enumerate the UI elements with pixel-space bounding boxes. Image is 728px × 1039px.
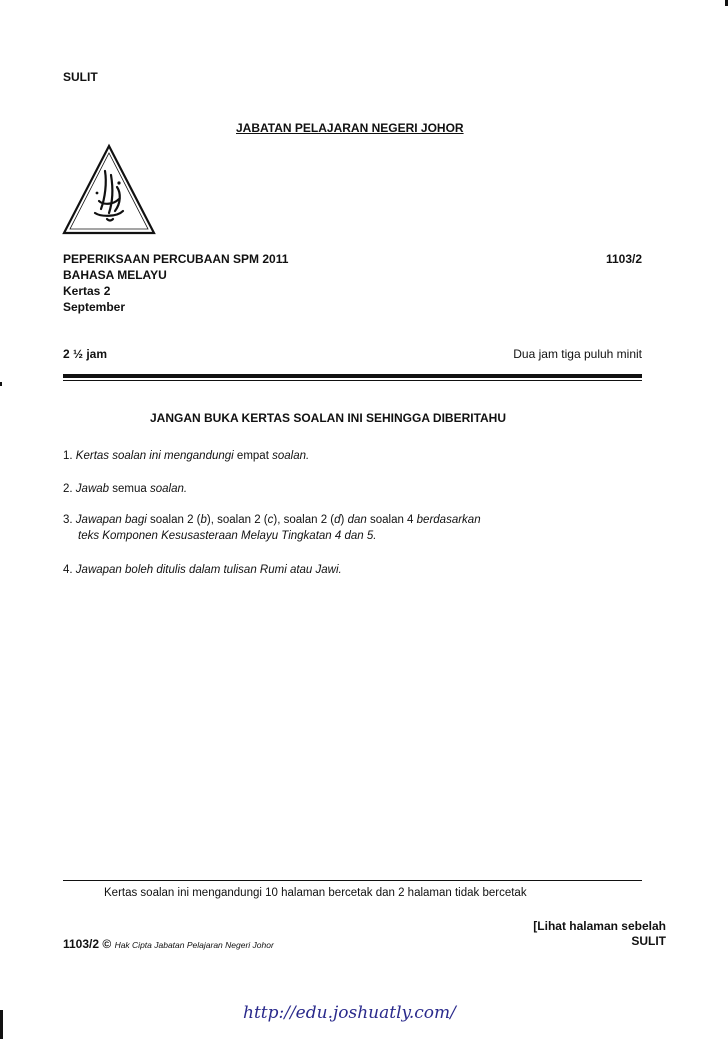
exam-subject: BAHASA MELAYU — [63, 268, 167, 282]
instruction-text: Jawapan boleh ditulis dalam tulisan Rumi atau Jawi. — [75, 564, 342, 576]
instruction-text: empat — [236, 450, 269, 462]
warning-notice: JANGAN BUKA KERTAS SOALAN INI SEHINGGA DIBERITAHU — [150, 411, 507, 425]
copyright-text: Hak Cipta Jabatan Pelajaran Negeri Johor — [114, 940, 274, 950]
instruction-text: Jawapan bagi — [75, 514, 147, 526]
instruction-text: ), soalan 2 ( — [273, 514, 335, 526]
scan-edge-mark — [0, 1010, 3, 1039]
scan-speck — [0, 382, 2, 386]
exam-title: PEPERIKSAAN PERCUBAAN SPM 2011 — [63, 252, 289, 266]
instruction-text: soalan 4 — [369, 514, 414, 526]
paper-code: 1103/2 — [605, 252, 642, 266]
duration-short: 2 ½ jam — [63, 347, 108, 361]
see-next-page: [Lihat halaman sebelah — [533, 919, 666, 933]
instruction-text: Kertas soalan ini mengandungi — [75, 450, 234, 462]
instruction-number: 2. — [63, 483, 73, 495]
organization-title: JABATAN PELAJARAN NEGERI JOHOR — [236, 121, 464, 135]
instruction-number: 1. — [63, 450, 73, 462]
instruction-text: Jawab — [75, 483, 110, 495]
instruction-text: semua — [112, 483, 147, 495]
instruction-text: ), soalan 2 ( — [206, 514, 268, 526]
classification-top: SULIT — [63, 70, 98, 84]
instruction-number: 3. — [63, 514, 73, 526]
instruction-3-continued: teks Komponen Kesusasteraan Melayu Tingkatan 4 dan 5. — [78, 530, 377, 542]
instruction-text: soalan. — [272, 450, 310, 462]
instruction-4 — [63, 564, 342, 576]
instruction-text: b — [200, 514, 207, 526]
duration-long: Dua jam tiga puluh minit — [513, 347, 642, 361]
instruction-text: ) — [340, 514, 345, 526]
instruction-number: 4. — [63, 564, 73, 576]
instruction-text: berdasarkan — [416, 514, 481, 526]
header-divider-thick — [63, 374, 642, 378]
instruction-text: c — [267, 514, 274, 526]
classification-bottom: SULIT — [631, 934, 666, 948]
instruction-1 — [63, 450, 309, 462]
johor-crest-icon — [61, 143, 157, 239]
page-count-note: Kertas soalan ini mengandungi 10 halaman bercetak dan 2 halaman tidak bercetak — [104, 887, 527, 899]
watermark-url: http://edu.joshuatly.com/ — [243, 1003, 456, 1023]
footer-divider — [63, 880, 642, 881]
instruction-3 — [63, 514, 481, 526]
exam-month: September — [63, 300, 126, 314]
copyright-line — [63, 937, 274, 951]
instruction-text: soalan 2 ( — [149, 514, 201, 526]
exam-paper: Kertas 2 — [63, 284, 111, 298]
copyright-code: 1103/2 © — [63, 937, 112, 951]
instruction-text: soalan. — [149, 483, 188, 495]
header-divider-thin — [63, 380, 642, 381]
instruction-text: d — [334, 514, 341, 526]
instruction-2 — [63, 483, 187, 495]
instruction-text: dan — [347, 514, 367, 526]
